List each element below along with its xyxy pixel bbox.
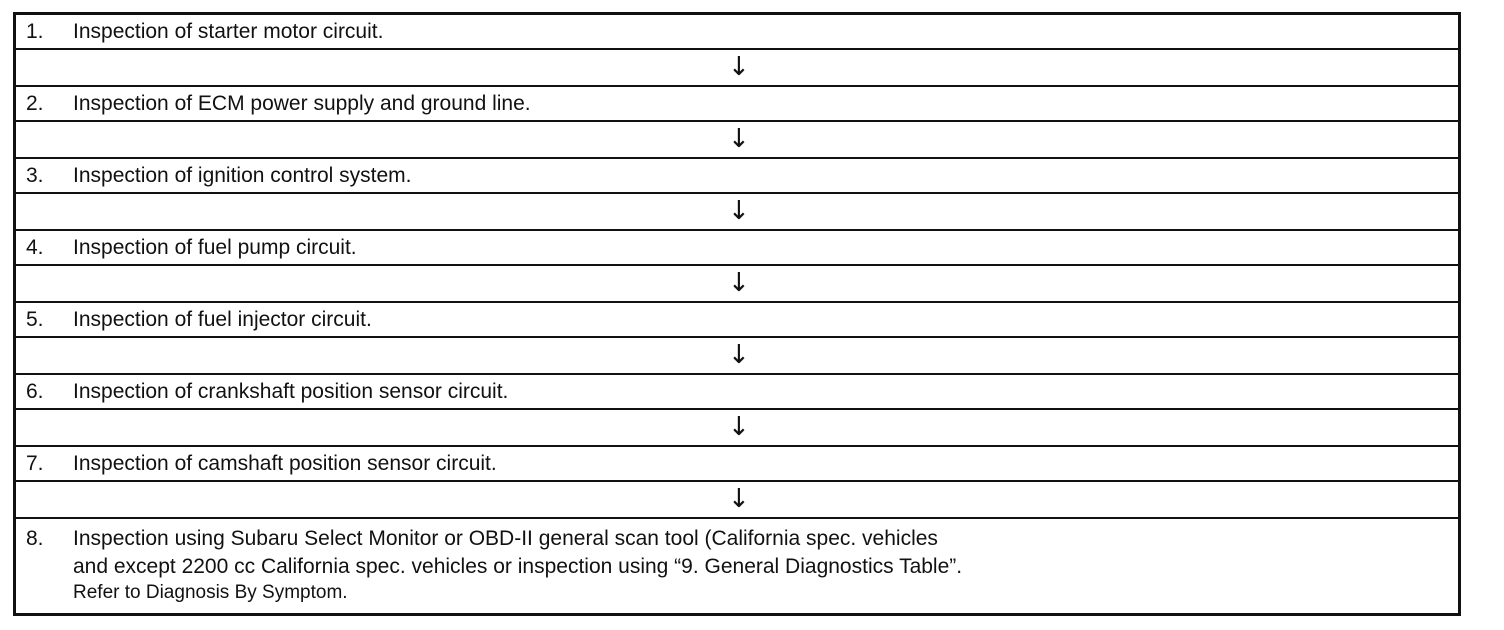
step-number: 8. [26, 527, 44, 550]
arrow-row [16, 266, 1458, 303]
step-number: 6. [26, 380, 44, 403]
arrow-row [16, 482, 1458, 519]
arrow-row [16, 410, 1458, 447]
step-row-8 [16, 519, 1458, 613]
down-arrow-icon: ↓ [728, 340, 750, 370]
diagnostic-flow-table [13, 12, 1461, 616]
down-arrow-icon: ↓ [728, 268, 750, 298]
step-row-6 [16, 375, 1458, 410]
down-arrow-icon: ↓ [728, 484, 750, 514]
step-row-2 [16, 87, 1458, 122]
final-step-line-1: Inspection using Subaru Select Monitor or OBD-II general scan tool (California spec. vehicles [73, 527, 938, 550]
step-row-1 [16, 15, 1458, 50]
step-text: Inspection of ignition control system. [73, 164, 412, 187]
step-number: 2. [26, 92, 44, 115]
step-number: 7. [26, 452, 44, 475]
final-step-line-3: Refer to Diagnosis By Symptom. [73, 582, 348, 603]
step-number: 3. [26, 164, 44, 187]
down-arrow-icon: ↓ [728, 52, 750, 82]
arrow-row [16, 338, 1458, 375]
down-arrow-icon: ↓ [728, 124, 750, 154]
step-number: 5. [26, 308, 44, 331]
down-arrow-icon: ↓ [728, 412, 750, 442]
step-row-3 [16, 159, 1458, 194]
step-text: Inspection of starter motor circuit. [73, 20, 384, 43]
step-number: 4. [26, 236, 44, 259]
step-row-4 [16, 231, 1458, 266]
arrow-row [16, 194, 1458, 231]
arrow-row [16, 122, 1458, 159]
step-text: Inspection of ECM power supply and ground line. [73, 92, 531, 115]
step-row-5 [16, 303, 1458, 338]
down-arrow-icon: ↓ [728, 196, 750, 226]
step-text: Inspection of fuel injector circuit. [73, 308, 372, 331]
step-text: Inspection of fuel pump circuit. [73, 236, 357, 259]
step-number: 1. [26, 20, 44, 43]
final-step-line-2: and except 2200 cc California spec. vehicles or inspection using “9. General Diagnostics Table”. [73, 555, 963, 578]
step-text: Inspection of crankshaft position sensor circuit. [73, 380, 509, 403]
arrow-row [16, 50, 1458, 87]
step-text: Inspection of camshaft position sensor circuit. [73, 452, 497, 475]
step-row-7 [16, 447, 1458, 482]
